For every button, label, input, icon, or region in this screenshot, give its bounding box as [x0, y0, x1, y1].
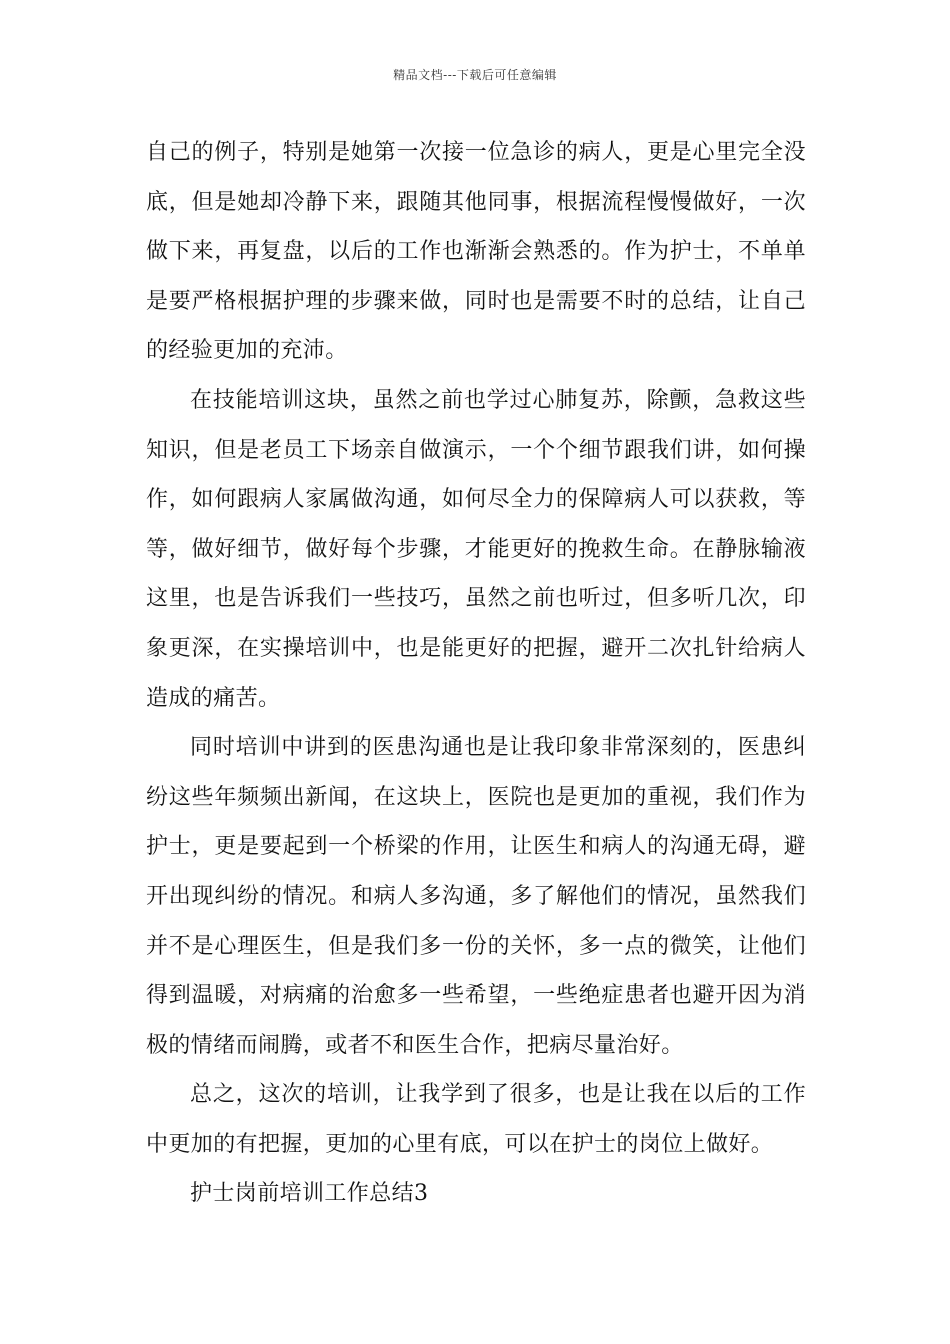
paragraph-skills-training: 在技能培训这块，虽然之前也学过心肺复苏，除颤，急救这些知识，但是老员工下场亲自做演示，一个个细节跟我们讲，如何操作，如何跟病人家属做沟通，如何尽全力的保障病人可以获救，等等，做好细节，做好每个步骤，才能更好的挽救生命。在静脉输液这里，也是告诉我们一些技巧，虽然之前也听过，但多听几次，印象更深，在实操培训中，也是能更好的把握，避开二次扎针给病人造成的痛苦。 — [146, 387, 806, 711]
paragraph-continuation: 自己的例子，特别是她第一次接一位急诊的病人，更是心里完全没底，但是她却冷静下来，跟随其他同事，根据流程慢慢做好，一次做下来，再复盘，以后的工作也渐渐会熟悉的。作为护士，不单单是要严格根据护理的步骤来做，同时也是需要不时的总结，让自己的经验更加的充沛。 — [146, 140, 806, 364]
section-title: 护士岗前培训工作总结3 — [190, 1181, 429, 1207]
document-body — [146, 128, 806, 1219]
paragraph-doctor-patient-communication: 同时培训中讲到的医患沟通也是让我印象非常深刻的，医患纠纷这些年频频出新闻，在这块上，医院也是更加的重视，我们作为护士，更是要起到一个桥梁的作用，让医生和病人的沟通无碍，避开出现纠纷的情况。和病人多沟通，多了解他们的情况，虽然我们并不是心理医生，但是我们多一份的关怀，多一点的微笑，让他们得到温暖，对病痛的治愈多一些希望，一些绝症患者也避开因为消极的情绪而闹腾，或者不和医生合作，把病尽量治好。 — [146, 735, 806, 1058]
paragraph-conclusion: 总之，这次的培训，让我学到了很多，也是让我在以后的工作中更加的有把握，更加的心里有底，可以在护士的岗位上做好。 — [146, 1082, 806, 1157]
page-header: 精品文档---下载后可任意编辑 — [393, 68, 557, 82]
